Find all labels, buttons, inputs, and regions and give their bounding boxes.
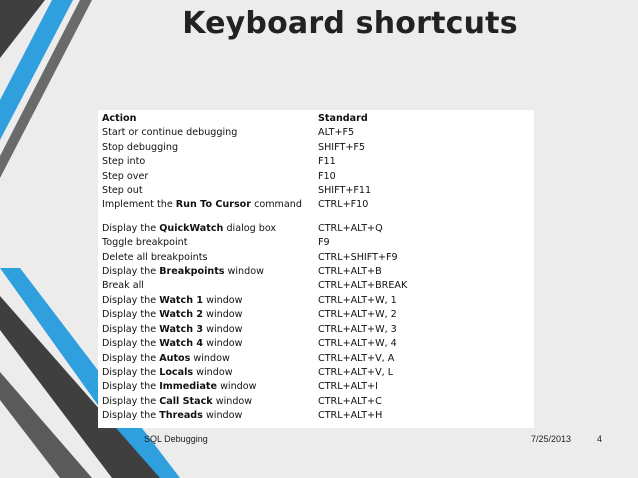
shortcut-cell: CTRL+ALT+C: [318, 395, 382, 407]
table-row: [102, 236, 407, 250]
action-cell: [102, 184, 318, 198]
table-row: [102, 251, 407, 265]
shortcut-cell: CTRL+ALT+I: [318, 381, 378, 393]
action-text-post: window: [202, 410, 243, 422]
action-text-bold: Run To Cursor: [175, 199, 252, 211]
table-row: [102, 222, 407, 236]
action-cell: [102, 366, 318, 380]
action-cell: [102, 155, 318, 169]
shortcut-cell: CTRL+ALT+W, 4: [318, 338, 397, 350]
table-row: [102, 265, 407, 279]
table-row: [102, 352, 407, 366]
action-text-pre: Step out: [102, 185, 143, 197]
action-text-pre: Display the: [102, 395, 160, 407]
table-row: [102, 170, 407, 184]
action-text-bold: QuickWatch: [159, 222, 224, 234]
action-cell: [102, 380, 318, 394]
action-text-post: window: [190, 352, 230, 364]
action-text-pre: Display the: [102, 352, 160, 364]
header-action: Action: [102, 113, 137, 124]
table-row: [102, 198, 407, 212]
shortcut-cell: CTRL+ALT+W, 1: [318, 294, 397, 306]
action-text-pre: Display the: [102, 338, 160, 350]
action-text-pre: Display the: [102, 381, 160, 393]
footer-page-number: 4: [597, 434, 603, 444]
action-text-pre: Break all: [102, 280, 144, 292]
table-header-row: [102, 112, 407, 126]
action-text-post: dialog box: [223, 222, 277, 234]
shortcuts-panel: [98, 110, 534, 428]
action-text-pre: Display the: [102, 410, 160, 422]
action-cell: [102, 279, 318, 293]
table-row: [102, 294, 407, 308]
shortcut-cell: CTRL+ALT+W, 2: [318, 309, 397, 321]
action-text-pre: Display the: [102, 294, 160, 306]
shortcuts-body: [102, 126, 407, 423]
action-text-bold: Watch 2: [159, 309, 204, 321]
shortcut-cell: SHIFT+F5: [318, 141, 366, 153]
action-text-bold: Locals: [159, 366, 194, 378]
footer-title: SQL Debugging: [144, 434, 208, 444]
action-text-pre: Display the: [102, 366, 160, 378]
table-spacer-row: [102, 213, 407, 222]
shortcut-cell: F10: [318, 170, 336, 182]
action-cell: [102, 141, 318, 155]
table-row: [102, 308, 407, 322]
shortcut-cell: CTRL+ALT+B: [318, 266, 382, 278]
action-cell: [102, 222, 318, 236]
shortcut-cell: ALT+F5: [318, 127, 355, 139]
action-cell: [102, 409, 318, 423]
shortcut-cell: CTRL+ALT+BREAK: [318, 280, 408, 292]
action-text-pre: Display the: [102, 309, 160, 321]
table-row: [102, 337, 407, 351]
action-text-post: command: [251, 199, 302, 211]
action-text-pre: Step into: [102, 156, 146, 168]
table-row: [102, 366, 407, 380]
action-text-bold: Watch 1: [159, 294, 204, 306]
shortcut-cell: CTRL+ALT+W, 3: [318, 323, 397, 335]
action-cell: [102, 294, 318, 308]
shortcut-cell: CTRL+SHIFT+F9: [318, 251, 398, 263]
action-text-post: window: [203, 309, 243, 321]
action-text-pre: Stop debugging: [102, 141, 179, 153]
action-cell: [102, 337, 318, 351]
action-text-bold: Watch 3: [159, 323, 204, 335]
action-text-bold: Immediate: [159, 381, 218, 393]
shortcuts-table: [102, 112, 407, 424]
table-row: [102, 409, 407, 423]
action-text-post: window: [203, 323, 243, 335]
action-text-bold: Threads: [159, 410, 203, 422]
action-cell: [102, 323, 318, 337]
table-row: [102, 395, 407, 409]
table-row: [102, 380, 407, 394]
action-text-post: window: [203, 338, 243, 350]
action-text-bold: Watch 4: [159, 338, 204, 350]
shortcut-cell: SHIFT+F11: [318, 185, 372, 197]
action-cell: [102, 198, 318, 212]
action-cell: [102, 126, 318, 140]
action-text-post: window: [193, 366, 233, 378]
action-text-pre: Delete all breakpoints: [102, 251, 208, 263]
action-text-bold: Autos: [159, 352, 191, 364]
table-row: [102, 323, 407, 337]
action-text-post: window: [203, 294, 243, 306]
action-text-pre: Display the: [102, 266, 160, 278]
slide-title: Keyboard shortcuts: [182, 6, 518, 41]
shortcut-cell: CTRL+ALT+V, A: [318, 352, 395, 364]
shortcut-cell: F11: [318, 156, 336, 168]
spacer-cell: [102, 213, 407, 222]
action-text-pre: Start or continue debugging: [102, 127, 238, 139]
shortcut-cell: F9: [318, 237, 330, 249]
table-row: [102, 279, 407, 293]
action-text-pre: Display the: [102, 222, 160, 234]
action-text-post: window: [212, 395, 253, 407]
shortcut-cell: CTRL+ALT+Q: [318, 222, 383, 234]
action-text-pre: Implement the: [102, 199, 176, 211]
action-cell: [102, 265, 318, 279]
action-cell: [102, 251, 318, 265]
table-row: [102, 184, 407, 198]
action-text-post: window: [224, 266, 264, 278]
table-row: [102, 141, 407, 155]
shortcut-cell: CTRL+F10: [318, 199, 369, 211]
action-cell: [102, 170, 318, 184]
action-cell: [102, 308, 318, 322]
action-text-post: window: [217, 381, 257, 393]
action-cell: [102, 236, 318, 250]
action-cell: [102, 395, 318, 409]
action-text-pre: Step over: [102, 170, 149, 182]
table-row: [102, 126, 407, 140]
table-row: [102, 155, 407, 169]
shortcut-cell: CTRL+ALT+H: [318, 410, 383, 422]
header-standard: Standard: [318, 113, 368, 124]
action-text-pre: Toggle breakpoint: [102, 237, 188, 249]
action-cell: [102, 352, 318, 366]
action-text-pre: Display the: [102, 323, 160, 335]
action-text-bold: Breakpoints: [159, 266, 225, 278]
action-text-bold: Call Stack: [159, 395, 213, 407]
shortcut-cell: CTRL+ALT+V, L: [318, 366, 394, 378]
footer-date: 7/25/2013: [531, 434, 572, 444]
